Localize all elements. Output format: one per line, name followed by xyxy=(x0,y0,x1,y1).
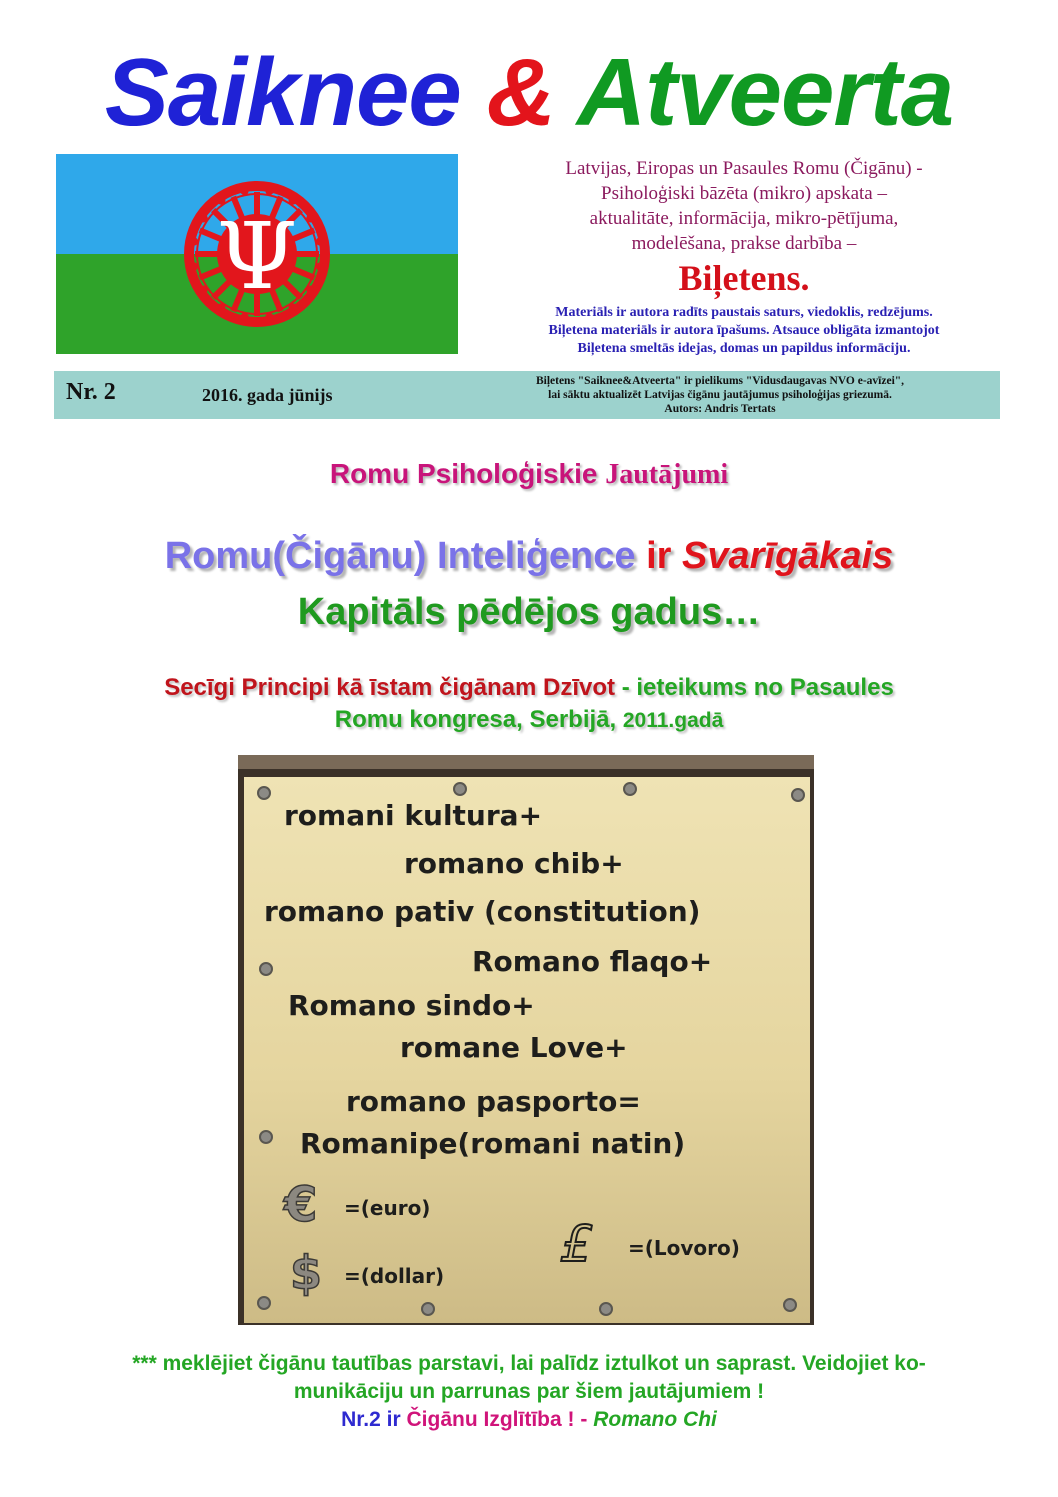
subheadline-congress: Romu kongresa, Serbijā, xyxy=(334,706,617,733)
romani-flag-image xyxy=(56,154,458,354)
headline-line-2: Kapitāls pēdējos gadus… xyxy=(297,591,761,633)
poster-photo xyxy=(238,755,814,1325)
issue-date: 2016. gada jūnijs xyxy=(202,385,333,405)
copyright-disclaimer xyxy=(466,304,1022,358)
footer-dash: - xyxy=(580,1408,588,1431)
masthead-word-atveerta: Atveerta xyxy=(576,39,954,146)
supplement-note-line: lai sāktu aktualizēt Latvijas čigānu jautājumus psiholoģijas griezumā. xyxy=(548,389,892,401)
dollar-label: =(dollar) xyxy=(344,1264,445,1288)
headline-word: Svarīgākais xyxy=(682,535,894,577)
poster-line: romano chib+ xyxy=(404,847,624,880)
masthead-title xyxy=(0,38,1058,148)
footer-line: *** meklējiet čigānu tautības parstavi, lai palīdz iztulkot un saprast. Veidojiet ko- xyxy=(132,1352,926,1375)
chakra-rim-dot xyxy=(306,214,314,222)
headline-word: Inteliģence xyxy=(437,535,636,577)
poster-line: romano pativ (constitution) xyxy=(264,895,701,928)
pound-icon: £ xyxy=(560,1215,592,1273)
chakra-rim-dot xyxy=(316,262,324,270)
intro-line: Psiholoģiski bāzēta (mikro) apskata – xyxy=(601,183,887,204)
supplement-note-line: Biļetens "Saiknee&Atveerta" ir pielikums "Vidusdaugavas NVO e-avīzei", xyxy=(535,375,905,387)
subheadline-source: - ieteikums no Pasaules xyxy=(621,674,894,701)
chakra-rim-dot xyxy=(265,313,273,321)
footer-line: munikāciju un parrunas par šiem jautājumiem ! xyxy=(293,1380,765,1403)
pound-label: =(Lovoro) xyxy=(628,1236,740,1260)
footer-call-to-action xyxy=(0,1350,1058,1434)
subheadline-year: 2011.gadā xyxy=(622,709,724,732)
subheadline-principles: Secīgi Principi kā īstam čigānam Dzīvot xyxy=(164,674,616,701)
section-title-part: Jautājumi xyxy=(605,459,729,490)
intro-line: Latvijas, Eiropas un Pasaules Romu (Čigānu) - xyxy=(565,158,923,179)
section-title-part: Romu Psiholoģiskie xyxy=(329,458,598,489)
headline-word: ir xyxy=(646,535,672,577)
intro-line: modelēšana, prakse darbība – xyxy=(631,233,857,254)
poster-line: romani kultura+ xyxy=(284,799,543,832)
poster-line: Romano flaqo+ xyxy=(472,945,713,978)
section-title xyxy=(0,458,1058,491)
subheadline xyxy=(0,672,1058,737)
intro-line: aktualitāte, informācija, mikro-pētījuma, xyxy=(589,208,899,229)
chakra-rim-dot xyxy=(200,286,208,294)
bulletin-label: Biļetens. xyxy=(678,258,810,298)
dollar-icon: $ xyxy=(290,1246,323,1300)
disclaimer-line: Biļetena materiāls ir autora īpašums. Atsauce obligāta izmantojot xyxy=(548,323,940,338)
poster-line: Romano sindo+ xyxy=(288,989,535,1022)
masthead-word-saiknee: Saiknee xyxy=(104,39,461,146)
poster-line: romano pasporto= xyxy=(346,1085,641,1118)
chakra-rim-dot xyxy=(241,313,249,321)
chakra-rim-dot xyxy=(241,187,249,195)
issue-number: Nr. 2 xyxy=(66,379,116,405)
chakra-rim-dot xyxy=(316,238,324,246)
main-headline xyxy=(0,528,1058,640)
intro-description xyxy=(470,156,1018,256)
disclaimer-line: Biļetena smeltās idejas, domas un papildus informāciju. xyxy=(577,341,911,356)
poster-line: Romanipe(romani natin) xyxy=(300,1127,686,1160)
euro-icon: € xyxy=(284,1177,318,1233)
euro-label: =(euro) xyxy=(344,1196,431,1220)
psi-symbol-icon: Ψ xyxy=(216,203,298,310)
chakra-rim-dot xyxy=(265,187,273,195)
footer-topic: Čigānu Izglītība ! xyxy=(406,1408,575,1431)
author-credit: Autors: Andris Tertats xyxy=(664,403,776,415)
disclaimer-line: Materiāls ir autora radīts paustais saturs, viedoklis, redzējums. xyxy=(555,305,933,320)
supplement-note xyxy=(450,374,990,416)
poster-line: romane Love+ xyxy=(400,1031,628,1064)
chakra-rim-dot xyxy=(200,214,208,222)
masthead-ampersand: & xyxy=(486,39,555,146)
chakra-rim-dot xyxy=(190,262,198,270)
footer-romano-chi: Romano Chi xyxy=(593,1408,717,1431)
chakra-rim-dot xyxy=(306,286,314,294)
issue-info-bar xyxy=(54,371,1000,419)
chakra-rim-dot xyxy=(190,238,198,246)
headline-word: Romu(Čigānu) xyxy=(164,535,427,577)
footer-issue-ref: Nr.2 ir xyxy=(341,1408,401,1431)
